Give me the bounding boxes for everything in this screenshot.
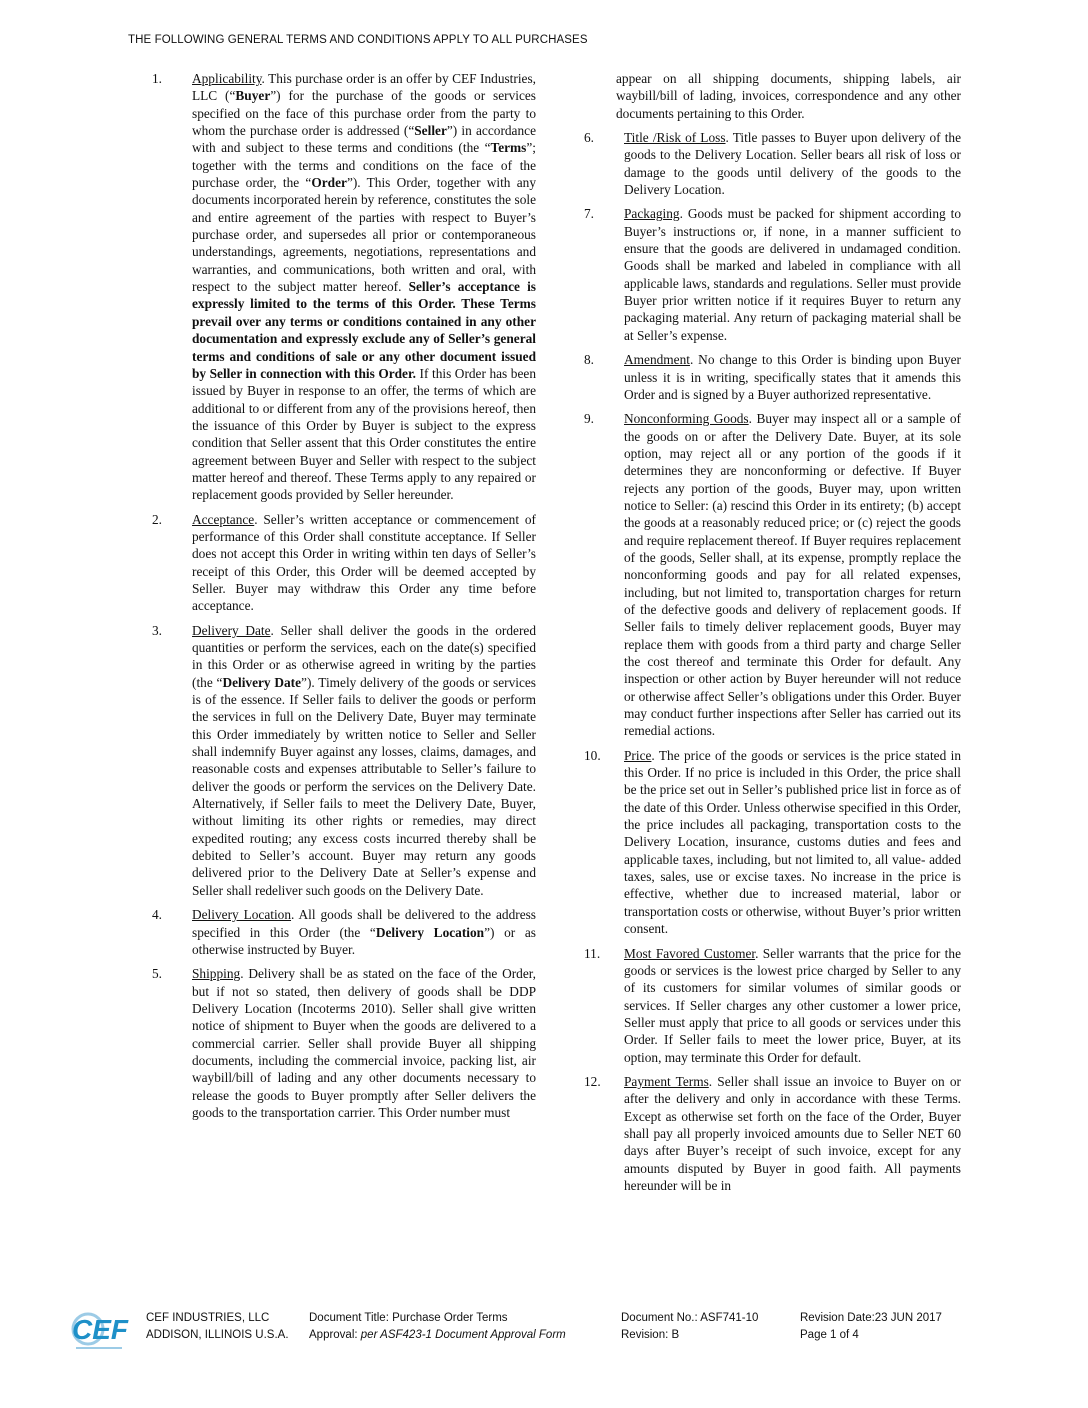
clause-3 — [152, 622, 536, 900]
footer-address: ADDISON, ILLINOIS U.S.A. — [146, 1329, 289, 1341]
clause-number: 12. — [584, 1073, 601, 1089]
clause-9 — [584, 410, 961, 740]
right-column — [584, 70, 961, 1201]
footer-approval — [309, 1329, 566, 1341]
clause-title: Price — [624, 747, 652, 763]
clause-text: . The price of the goods or services is the price stated in this Order. If no price is included in this Order, the price shall be the price set out in Seller’s published price list in force as of the date of this Order. Unless otherwise specified in this Order, the price includes all packaging, transportation costs to the Delivery Location, insurance, customs duties and fees and applicable taxes, including, but not limited to, all value- added taxes, sales, use or excise taxes. No increase in the price is effective, whether due to increased material, labor or transportation costs or otherwise, without Buyer’s prior written consent. — [624, 747, 961, 937]
clause-title: Nonconforming Goods — [624, 411, 749, 427]
clause-title: Delivery Date — [192, 622, 271, 638]
clause-text: . Seller shall deliver the goods in the ordered quantities or perform the services, each on the date(s) specified in this Order or as otherwise agreed in writing by the parties (the “ — [192, 622, 536, 690]
defined-term: Buyer — [235, 88, 271, 104]
clause-text: ”) or as otherwise instructed by Buyer. — [192, 924, 536, 957]
clause-text: . Delivery shall be as stated on the face of the Order, but if not so stated, then delivery of goods shall be DDP Delivery Location (Incoterms 2010). Seller shall give written notice of shipment to Buyer when the goods are delivered to a commercial carrier. Seller shall provide Buyer all shipping documents, including the commercial invoice, packing list, air waybill/bill of lading and any other documents necessary to release the goods to Buyer promptly after Seller delivers the goods to the transportation carrier. This Order number must — [192, 966, 536, 1120]
clause-number: 1. — [152, 71, 163, 86]
clause-text: . Goods must be packed for shipment according to Buyer’s instructions or, if none, in a manner sufficient to ensure that the goods are delivered in undamaged condition. Goods shall be marked and labeled in compliance with all applicable laws, standards and regulations. Seller must provide Buyer prior written notice if it requires Buyer to return any packaging material. Any return of packaging material shall be at Seller’s expense. — [624, 206, 961, 343]
clause-title: Delivery Location — [192, 907, 292, 923]
defined-term: Delivery Date — [222, 674, 302, 690]
page-footer — [0, 1308, 1088, 1348]
clause-number: 4. — [152, 907, 163, 923]
clause-number: 3. — [152, 622, 163, 638]
clause-5-continuation: appear on all shipping documents, shipping labels, air waybill/bill of lading, invoices, correspondence and any other documents pertaining to this Order. — [616, 71, 961, 121]
clause-text: If this Order has been issued by Buyer in response to an offer, the terms of which are additional to or different from any of the provisions hereof, then the issuance of this Order by Buyer is subject to the express condition that Seller assent that this Order constitutes the entire agreement between Buyer and Seller with respect to the subject matter hereof and thereof. These Terms apply to any repaired or replacement goods provided by Seller hereunder. — [192, 365, 536, 503]
clause-10 — [584, 747, 961, 938]
clause-title: Shipping — [192, 966, 241, 982]
clause-1 — [152, 70, 536, 504]
clause-title: Applicability — [192, 71, 262, 86]
clause-text: ”). Timely delivery of the goods or services is of the essence. If Seller fails to deliver the goods or perform the services in full on the Delivery Date, Buyer may terminate this Order immediately by written notice to Seller and Seller shall indemnify Buyer against any losses, claims, damages, and reasonable costs and expenses attributable to Seller’s failure to deliver the goods or perform the services on the Delivery Date. Alternatively, if Seller fails to meet the Delivery Date, Buyer, without limiting its other rights or remedies, may direct expedited routing; any excess costs incurred thereby shall be debited to Seller’s account. Buyer may return any goods delivered prior to the Delivery Date at Seller’s expense and Seller shall redeliver such goods on the Delivery Date. — [192, 674, 536, 898]
clause-text: . No change to this Order is binding upon Buyer unless it is in writing, specifically states that it amends this Order and is signed by a Buyer authorized representative. — [624, 352, 961, 402]
footer-revision: Revision: B — [621, 1329, 680, 1341]
clause-4 — [152, 906, 536, 958]
clause-title: Title /Risk of Loss — [624, 130, 726, 146]
clause-number: 9. — [584, 411, 595, 427]
clause-text: ”) in accordance with and subject to these terms and conditions (the “ — [192, 123, 536, 156]
clause-text: . Buyer may inspect all or a sample of the goods on or after the Delivery Date. Buyer, at its sole option, may reject all or any portion of the goods if it determines they are nonconforming or defective. If Buyer rejects any portion of the goods, Buyer may, upon written notice to Seller: (a) rescind this Order in its entirety; (b) accept the goods at a reasonably reduced price; or (c) reject the goods and require replacement thereof. If Buyer requires replacement of the goods, Seller shall, at its expense, promptly replace the nonconforming goods and pay for all related expenses, including, but not limited to, transportation charges for return of the defective goods and delivery of replacement goods. If Seller fails to timely deliver replacement goods, Buyer may replace them with goods from a third party and charge Seller the cost thereof and terminate this Order for default. Any inspection or other action by Buyer hereunder will not reduce or otherwise affect Seller’s obligations under this Order. Buyer may conduct further inspections after Seller has carried out its remedial actions. — [624, 411, 961, 739]
clause-8 — [584, 351, 961, 403]
clause-number: 5. — [152, 966, 163, 982]
clause-6 — [584, 129, 961, 198]
clause-number: 2. — [152, 511, 163, 527]
clause-number: 8. — [584, 352, 595, 368]
clause-text: . This purchase order is an offer by CEF Industries, LLC (“ — [192, 71, 536, 104]
clause-2 — [152, 511, 536, 615]
clause-title: Amendment — [624, 352, 690, 368]
clause-text: . Seller warrants that the price for the goods or services is the lowest price charged by Seller to any of its customers for similar volumes of similar goods or services. If Seller charges any other customer a lower price, Seller must apply that price to all goods or services under this Order. If Seller fails to meet the lower price, Buyer, at its option, may terminate this Order for default. — [624, 945, 961, 1065]
clause-text: ”; together with the terms and conditions on the face of the purchase order, the “ — [192, 140, 536, 191]
clause-12 — [584, 1073, 961, 1194]
clause-title: Acceptance — [192, 511, 255, 527]
clause-5 — [152, 965, 536, 1121]
clause-number: 11. — [584, 945, 601, 961]
clause-text: . Seller’s written acceptance or commencement of performance of this Order shall constitute acceptance. If Seller does not accept this Order in writing within ten days of Seller’s receipt of this Order, this Order will be deemed accepted by Seller. Buyer may withdraw this Order any time before acceptance. — [192, 511, 536, 614]
footer-doc-title: Document Title: Purchase Order Terms — [309, 1312, 508, 1324]
clause-7 — [584, 205, 961, 344]
footer-revision-date: Revision Date:23 JUN 2017 — [800, 1312, 942, 1324]
clause-number: 7. — [584, 206, 595, 222]
clause-title: Packaging — [624, 206, 680, 222]
approval-value: per ASF423-1 Document Approval Form — [360, 1329, 566, 1341]
clause-number: 10. — [584, 747, 601, 763]
footer-doc-no: Document No.: ASF741-10 — [621, 1312, 759, 1324]
clause-text: ”). This Order, together with any documents incorporated herein by reference, constitutes the sole and entire agreement of the parties with respect to Buyer’s purchase order, and supersedes all prior or contemporaneous understandings, agreements, negotiations, representations and warranties, and communications, both written and oral, with respect to the subject matter hereof. — [192, 175, 536, 295]
clause-text: . Title passes to Buyer upon delivery of the goods to the Delivery Location. Seller bears all risk of loss or damage to the goods until delivery of the goods to the Delivery Location. — [624, 130, 961, 198]
left-column — [152, 70, 536, 1128]
clause-title: Most Favored Customer — [624, 945, 756, 961]
clause-11 — [584, 945, 961, 1066]
clause-number: 6. — [584, 130, 595, 146]
defined-term: Order — [311, 175, 347, 191]
footer-page-number: Page 1 of 4 — [800, 1329, 859, 1341]
defined-term: Terms — [490, 140, 527, 156]
footer-company: CEF INDUSTRIES, LLC — [146, 1312, 270, 1324]
defined-term: Seller — [414, 123, 447, 139]
bold-provision: Seller’s acceptance is expressly limited to the terms of this Order. These Terms prevail over any terms or conditions contained in any other documentation and expressly exclude any of Seller’s general terms and conditions of sale or any other document issued by Seller in connection with this Order. — [192, 279, 536, 381]
clause-text: . All goods shall be delivered to the address specified in this Order (the “ — [192, 907, 536, 940]
logo-text: CEF — [72, 1314, 128, 1345]
clause-text: . Seller shall issue an invoice to Buyer on or after the delivery and only in accordance with these Terms. Except as otherwise set forth on the face of the Order, Buyer shall pay all properly invoiced amounts due to Seller NET 60 days after Buyer’s receipt of such invoice, except for any amounts disputed by Buyer in good faith. All payments hereunder will be in — [624, 1073, 961, 1193]
defined-term: Delivery Location — [375, 924, 485, 940]
page-header: THE FOLLOWING GENERAL TERMS AND CONDITIONS APPLY TO ALL PURCHASES — [128, 34, 588, 46]
clause-text: ”) for the purchase of the goods or services specified on the face of this purchase order from the party to whom the purchase order is addressed (“ — [192, 88, 536, 139]
clause-title: Payment Terms — [624, 1073, 709, 1089]
approval-label: Approval: — [309, 1329, 361, 1341]
